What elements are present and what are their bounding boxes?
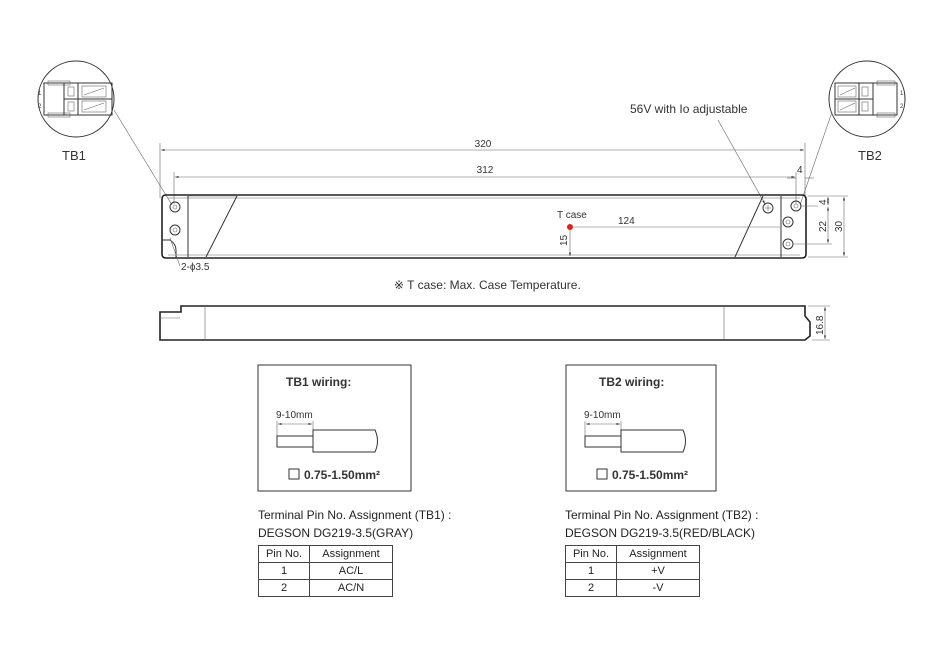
dim-height: 16.8: [815, 315, 826, 335]
svg-text:1: 1: [38, 91, 42, 97]
tb2-pin-number: 2: [566, 580, 617, 597]
svg-text:2: 2: [900, 104, 904, 110]
side-outline: [160, 306, 810, 340]
dim-hole-offset: 4: [818, 199, 829, 205]
tcase-label: T case: [557, 210, 587, 221]
tb1-wire-insulation: [313, 430, 378, 452]
dim-width: 30: [834, 220, 845, 232]
tb1-wire-core: [277, 436, 313, 447]
dim-overall-label: 320: [474, 139, 492, 150]
tb1-label: TB1: [62, 148, 86, 163]
tb2-label: TB2: [858, 148, 882, 163]
tb2-pin-assignment: +V: [617, 563, 700, 580]
tb2-detail: [800, 61, 905, 205]
tb1-wire-size: 0.75-1.50mm²: [304, 468, 381, 482]
dim-tcase-x: 124: [618, 216, 635, 227]
dim-hole-spacing-label: 312: [476, 165, 494, 176]
dim-tcase-y: 15: [559, 234, 570, 246]
top-view: [162, 195, 806, 258]
tb2-col-pin: Pin No.: [566, 546, 617, 563]
svg-text:1: 1: [900, 91, 904, 97]
tcase-note: ※ T case: Max. Case Temperature.: [394, 278, 581, 292]
case-outline: [162, 195, 806, 258]
tb1-pin-heading: Terminal Pin No. Assignment (TB1) :: [258, 508, 452, 522]
tb1-col-assignment: Assignment: [310, 546, 393, 563]
left-terminal-2: [170, 225, 180, 235]
tb2-pin-heading: Terminal Pin No. Assignment (TB2) :: [565, 508, 759, 522]
tb2-wire-insulation: [621, 430, 686, 452]
tb1-pin-number: 2: [259, 580, 310, 597]
tb2-wiring-box: [566, 365, 716, 491]
side-view: [160, 306, 830, 340]
adjust-note: 56V with Io adjustable: [630, 102, 748, 116]
tb2-pin-assignment: -V: [617, 580, 700, 597]
tb2-wire-size: 0.75-1.50mm²: [612, 468, 689, 482]
tb2-wire-core: [585, 436, 621, 447]
tb1-pin-assignment: AC/L: [310, 563, 393, 580]
tb2-pin-number: 1: [566, 563, 617, 580]
tb2-connector-name: DEGSON DG219-3.5(RED/BLACK): [565, 526, 756, 540]
dim-hole-height: 22: [818, 220, 829, 232]
right-terminal-2: [783, 239, 793, 249]
right-terminal-1: [783, 217, 793, 227]
tb1-wiring-title: TB1 wiring:: [286, 375, 352, 389]
tb1-pin-assignment: AC/N: [310, 580, 393, 597]
tb2-checkbox: [597, 469, 607, 479]
tb1-connector-name: DEGSON DG219-3.5(GRAY): [258, 526, 414, 540]
left-terminal-1: [170, 202, 180, 212]
mount-hole-note: 2-ϕ3.5: [181, 262, 210, 273]
tb1-detail: [38, 61, 172, 205]
tb2-wiring-title: TB2 wiring:: [599, 375, 665, 389]
tb1-wiring-box: [258, 365, 411, 491]
tb2-strip-length: 9-10mm: [584, 410, 621, 421]
table-row: [566, 563, 700, 580]
table-row: [259, 580, 393, 597]
dim-end-offset: 4: [797, 165, 803, 176]
tb1-pin-number: 1: [259, 563, 310, 580]
dim-right-side: [794, 196, 848, 257]
tb1-strip-length: 9-10mm: [276, 410, 313, 421]
tb2-pin-table: [565, 545, 700, 597]
tb1-checkbox: [289, 469, 299, 479]
table-row: [259, 563, 393, 580]
tb1-pin-table: [258, 545, 393, 597]
tb2-col-assignment: Assignment: [617, 546, 700, 563]
tb1-col-pin: Pin No.: [259, 546, 310, 563]
svg-text:2: 2: [38, 104, 42, 110]
table-row: [566, 580, 700, 597]
